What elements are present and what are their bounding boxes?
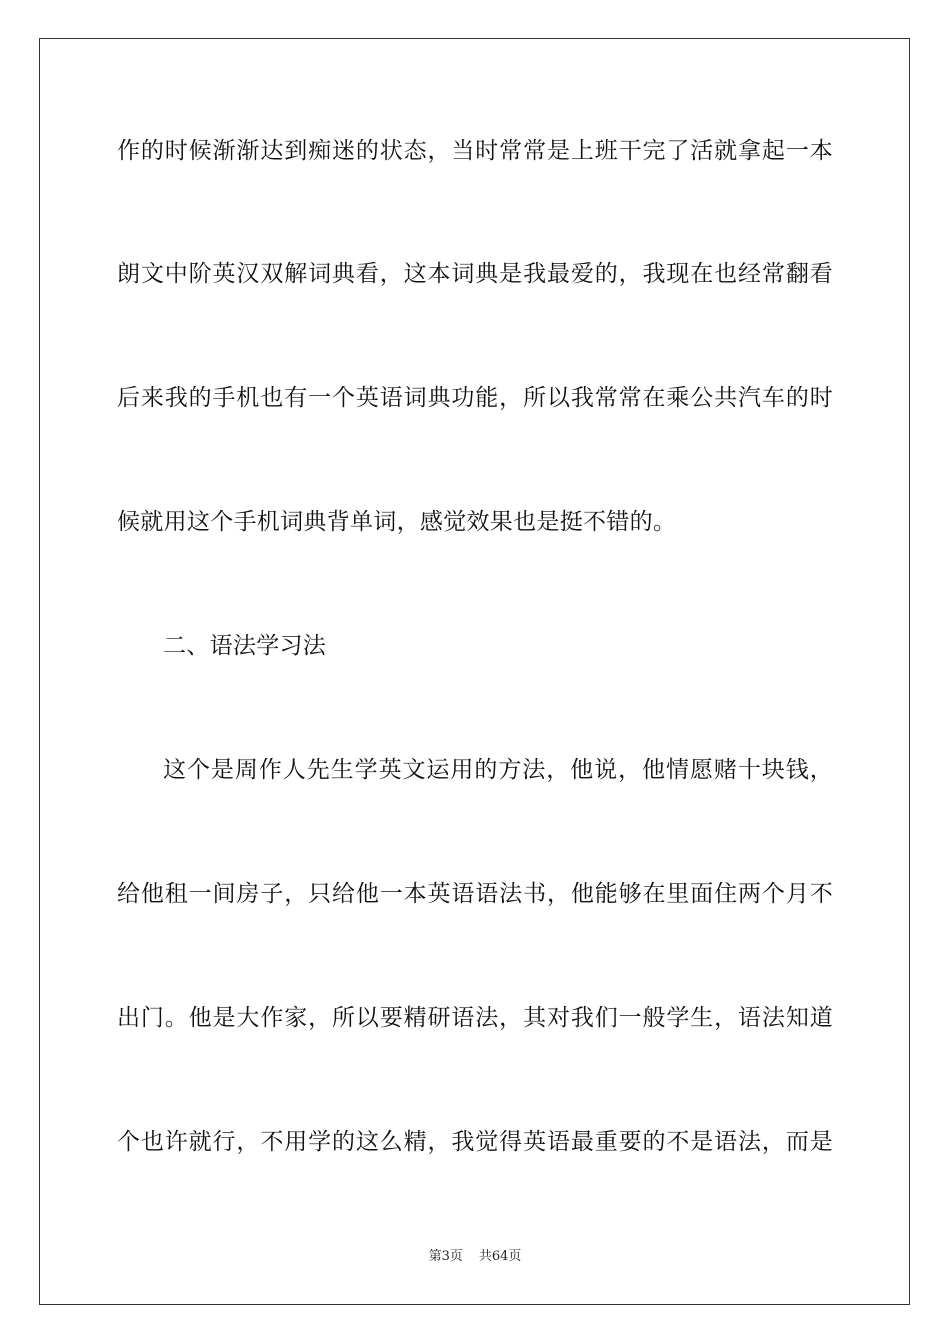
section-heading: 二、语法学习法: [163, 633, 327, 659]
paragraph-line: 候就用这个手机词典背单词，感觉效果也是挺不错的。: [117, 509, 677, 535]
paragraph-line: 作的时候渐渐达到痴迷的状态，当时常常是上班干完了活就拿起一本: [117, 138, 833, 164]
paragraph-line: 出门。他是大作家，所以要精研语法，其对我们一般学生，语法知道: [117, 1005, 833, 1031]
paragraph-line: 这个是周作人先生学英文运用的方法，他说，他情愿赌十块钱，: [163, 757, 833, 783]
page-footer: [0, 1248, 950, 1266]
page-total: 共64页: [478, 1249, 522, 1264]
paragraph-line: 给他租一间房子，只给他一本英语语法书，他能够在里面住两个月不: [117, 881, 833, 907]
page-number: 第3页: [428, 1249, 463, 1264]
page-frame: [39, 38, 910, 1305]
paragraph-line: 朗文中阶英汉双解词典看，这本词典是我最爱的，我现在也经常翻看: [117, 261, 833, 287]
paragraph-line: 后来我的手机也有一个英语词典功能，所以我常常在乘公共汽车的时: [117, 385, 833, 411]
paragraph-line: 个也许就行，不用学的这么精，我觉得英语最重要的不是语法，而是: [117, 1129, 833, 1155]
